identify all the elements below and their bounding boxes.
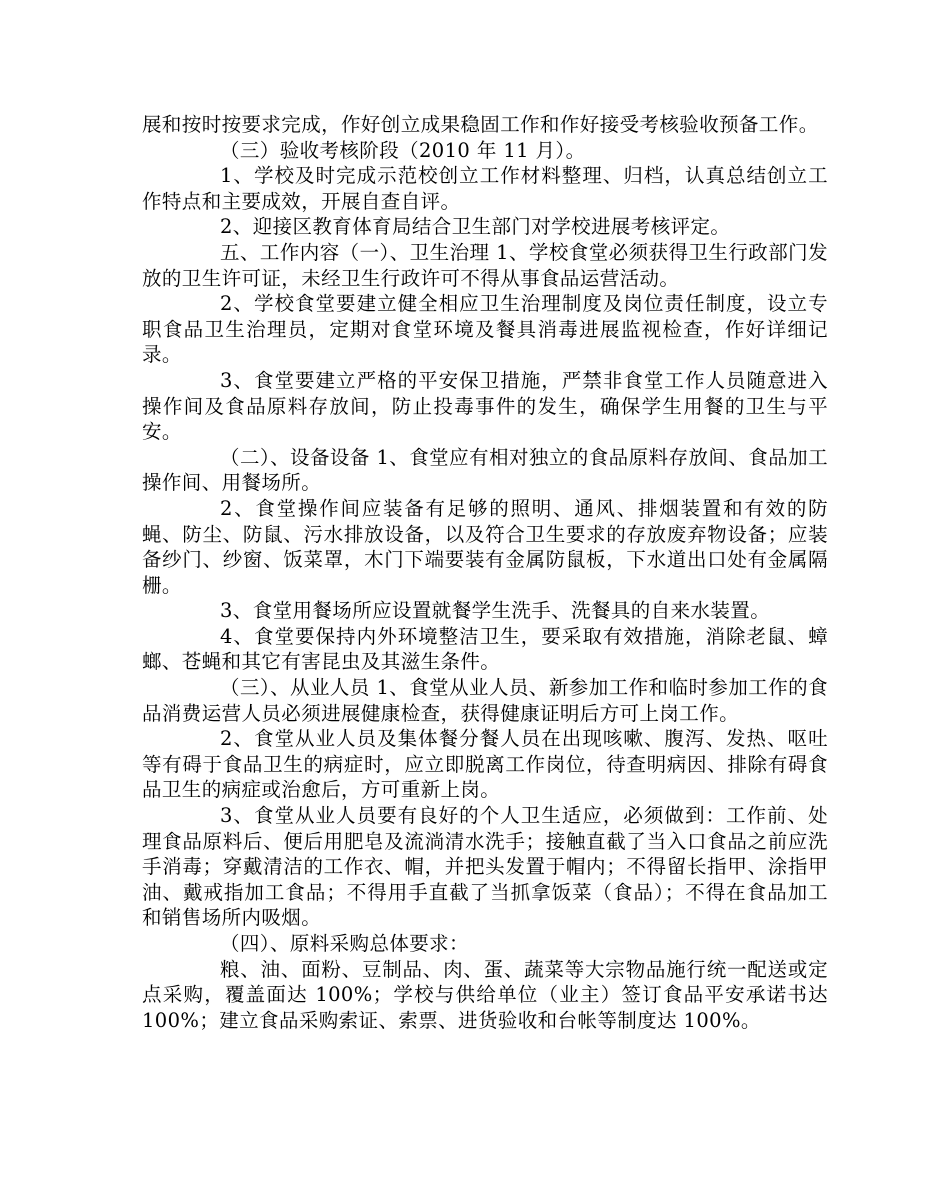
paragraph-5: 五、工作内容（一）、卫生治理 1、学校食堂必须获得卫生行政部门发放的卫生许可证，未经卫生行政许可不得从事食品运营活动。 (142, 240, 828, 290)
paragraph-1: 展和按时按要求完成，作好创立成果稳固工作和作好接受考核验收预备工作。 (142, 113, 819, 136)
paragraph-14: 3、食堂从业人员要有良好的个人卫生适应，必须做到：工作前、处理食品原料后、便后用肥皂及流淌清水洗手；接触直截了当入口食品之前应洗手消毒；穿戴清洁的工作衣、帽，并把头发置于帽内；不得留长指甲、涂指甲油、戴戒指加工食品；不得用手直截了当抓拿饭菜（食品）；不得在食品加工和销售场所内吸烟。 (142, 804, 828, 930)
paragraph-15: （四）、原料采购总体要求： (220, 932, 469, 955)
paragraph-7: 3、食堂要建立严格的平安保卫措施，严禁非食堂工作人员随意进入操作间及食品原料存放间，防止投毒事件的发生，确保学生用餐的卫生与平安。 (142, 368, 828, 444)
paragraph-9: 2、食堂操作间应装备有足够的照明、通风、排烟装置和有效的防蝇、防尘、防鼠、污水排放设备，以及符合卫生要求的存放废弃物设备；应装备纱门、纱窗、饭菜罩，木门下端要装有金属防鼠板，下水道出口处有金属隔栅。 (142, 496, 828, 597)
paragraph-4: 2、迎接区教育体育局结合卫生部门对学校进展考核评定。 (220, 215, 731, 239)
paragraph-10: 3、食堂用餐场所应设置就餐学生洗手、洗餐具的自来水装置。 (220, 599, 771, 623)
paragraph-12: （三）、从业人员 1、食堂从业人员、新参加工作和临时参加工作的食品消费运营人员必须进展健康检查，获得健康证明后方可上岗工作。 (142, 676, 828, 725)
document-body (142, 112, 828, 1033)
paragraph-3: 1、学校及时完成示范校创立工作材料整理、归档，认真总结创立工作特点和主要成效，开展自查自评。 (142, 164, 828, 213)
paragraph-11: 4、食堂要保持内外环境整洁卫生，要采取有效措施，消除老鼠、蟑螂、苍蝇和其它有害昆虫及其滋生条件。 (142, 624, 828, 674)
paragraph-16: 粮、油、面粉、豆制品、肉、蛋、蔬菜等大宗物品施行统一配送或定点采购，覆盖面达 100%；学校与供给单位（业主）签订食品平安承诺书达 100%；建立食品采购索证、索票、进货验收和台帐等制度达 100%。 (142, 957, 828, 1032)
paragraph-13: 2、食堂从业人员及集体餐分餐人员在出现咳嗽、腹泻、发热、呕吐等有碍于食品卫生的病症时，应立即脱离工作岗位，待查明病因、排除有碍食品卫生的病症或治愈后，方可重新上岗。 (142, 727, 828, 802)
paragraph-8: （二）、设备设备 1、食堂应有相对独立的食品原料存放间、食品加工操作间、用餐场所。 (142, 445, 828, 495)
paragraph-6: 2、学校食堂要建立健全相应卫生治理制度及岗位责任制度，设立专职食品卫生治理员，定期对食堂环境及餐具消毒进展监视检查，作好详细记录。 (142, 292, 828, 367)
paragraph-2: （三）验收考核阶段（2010 年 11 月）。 (220, 138, 586, 162)
